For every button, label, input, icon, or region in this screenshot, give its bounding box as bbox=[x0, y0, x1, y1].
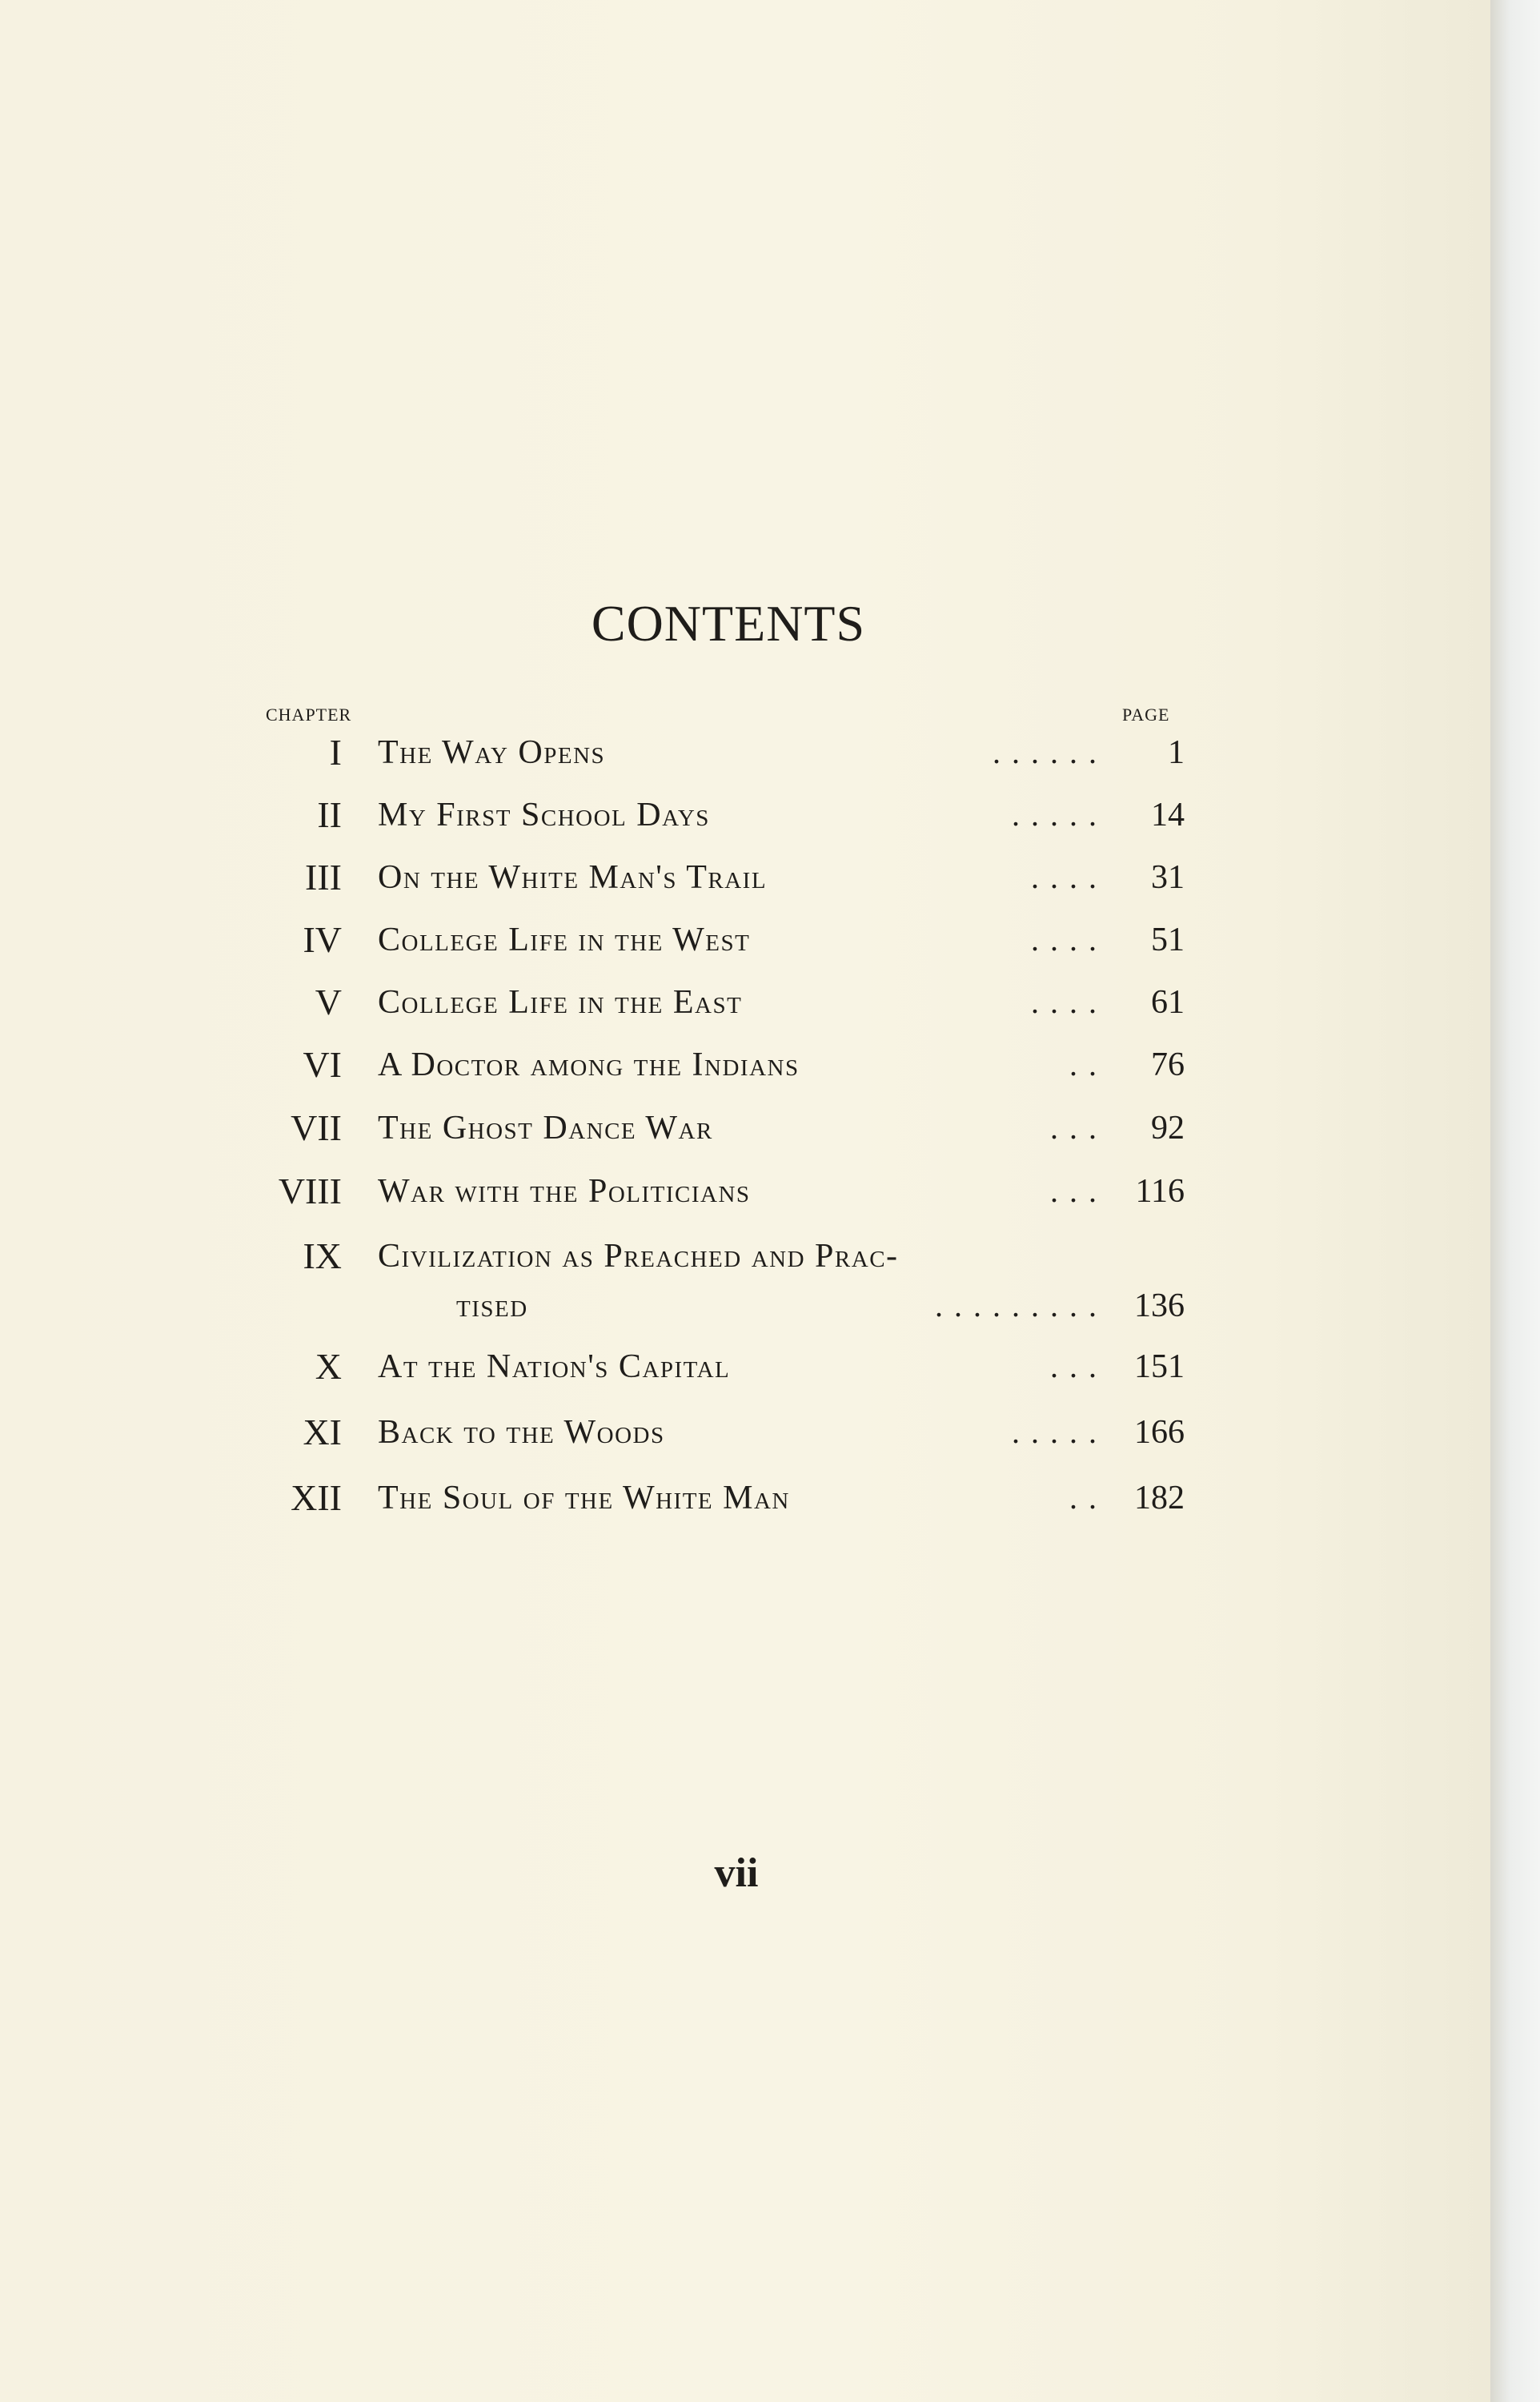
page-number: 182 bbox=[1134, 1480, 1185, 1516]
chapter-number: VI bbox=[303, 1044, 342, 1085]
chapter-number: II bbox=[317, 794, 342, 835]
chapter-number: V bbox=[315, 982, 342, 1022]
leader-dots: . . . bbox=[1050, 1110, 1098, 1146]
leader-dots: . . . . . bbox=[1012, 1414, 1098, 1450]
page-number: 1 bbox=[1168, 734, 1185, 771]
leader-dots: . . . bbox=[1050, 1173, 1098, 1209]
toc-entry-continuation bbox=[0, 1278, 1490, 1334]
toc-entry bbox=[0, 1100, 1490, 1156]
toc-entry bbox=[0, 1228, 1490, 1284]
page-number: 166 bbox=[1134, 1414, 1185, 1451]
chapter-title: College Life in the West bbox=[378, 922, 751, 958]
chapter-number: III bbox=[305, 857, 342, 898]
toc-entry bbox=[0, 912, 1490, 968]
leader-dots: . . . . bbox=[1031, 922, 1098, 958]
page-number: 136 bbox=[1134, 1287, 1185, 1324]
chapter-title-continuation: tised bbox=[456, 1287, 528, 1324]
chapter-title: A Doctor among the Indians bbox=[378, 1046, 800, 1083]
leader-dots: . . bbox=[1069, 1046, 1098, 1083]
toc-entry bbox=[0, 1470, 1490, 1526]
chapter-number: I bbox=[329, 732, 342, 773]
chapter-number: VIII bbox=[278, 1171, 342, 1211]
chapter-title: The Ghost Dance War bbox=[378, 1110, 713, 1147]
page-title: CONTENTS bbox=[591, 595, 866, 652]
toc-entry bbox=[0, 850, 1490, 906]
chapter-number: VII bbox=[291, 1107, 342, 1148]
leader-dots: . . . . bbox=[1031, 984, 1098, 1020]
page-number: 61 bbox=[1151, 984, 1185, 1021]
chapter-number: X bbox=[315, 1346, 342, 1387]
leader-dots: . . . . . . . . . bbox=[935, 1287, 1098, 1324]
page-column-label: PAGE bbox=[1122, 705, 1170, 725]
chapter-column-label: CHAPTER bbox=[266, 705, 352, 725]
chapter-title: The Way Opens bbox=[378, 734, 606, 771]
page-number: 151 bbox=[1134, 1348, 1185, 1385]
chapter-title: Back to the Woods bbox=[378, 1414, 665, 1451]
chapter-title: On the White Man's Trail bbox=[378, 859, 768, 896]
chapter-number: IX bbox=[303, 1235, 342, 1276]
toc-entry bbox=[0, 1404, 1490, 1460]
page-folio: vii bbox=[714, 1850, 759, 1896]
chapter-title: At the Nation's Capital bbox=[378, 1348, 731, 1385]
leader-dots: . . . . bbox=[1031, 859, 1098, 895]
toc-entry bbox=[0, 1163, 1490, 1219]
chapter-number: XI bbox=[303, 1412, 342, 1452]
leader-dots: . . . . . bbox=[1012, 797, 1098, 833]
chapter-title: War with the Politicians bbox=[378, 1173, 751, 1210]
toc-entry bbox=[0, 787, 1490, 843]
page-number: 76 bbox=[1151, 1046, 1185, 1083]
page-edge bbox=[1490, 0, 1540, 2402]
page-number: 31 bbox=[1151, 859, 1185, 896]
chapter-number: IV bbox=[303, 919, 342, 960]
page-number: 92 bbox=[1151, 1110, 1185, 1147]
toc-entry bbox=[0, 1037, 1490, 1093]
chapter-title: The Soul of the White Man bbox=[378, 1480, 790, 1516]
toc-entry bbox=[0, 725, 1490, 781]
toc-entry bbox=[0, 974, 1490, 1030]
page-number: 116 bbox=[1135, 1173, 1185, 1210]
page-number: 14 bbox=[1151, 797, 1185, 833]
chapter-title: College Life in the East bbox=[378, 984, 743, 1021]
chapter-number: XII bbox=[291, 1477, 342, 1518]
leader-dots: . . . bbox=[1050, 1348, 1098, 1384]
chapter-title: Civilization as Preached and Prac- bbox=[378, 1238, 899, 1275]
page-number: 51 bbox=[1151, 922, 1185, 958]
chapter-title: My First School Days bbox=[378, 797, 710, 833]
leader-dots: . . . . . . bbox=[993, 734, 1098, 770]
toc-entry bbox=[0, 1339, 1490, 1395]
leader-dots: . . bbox=[1069, 1480, 1098, 1516]
